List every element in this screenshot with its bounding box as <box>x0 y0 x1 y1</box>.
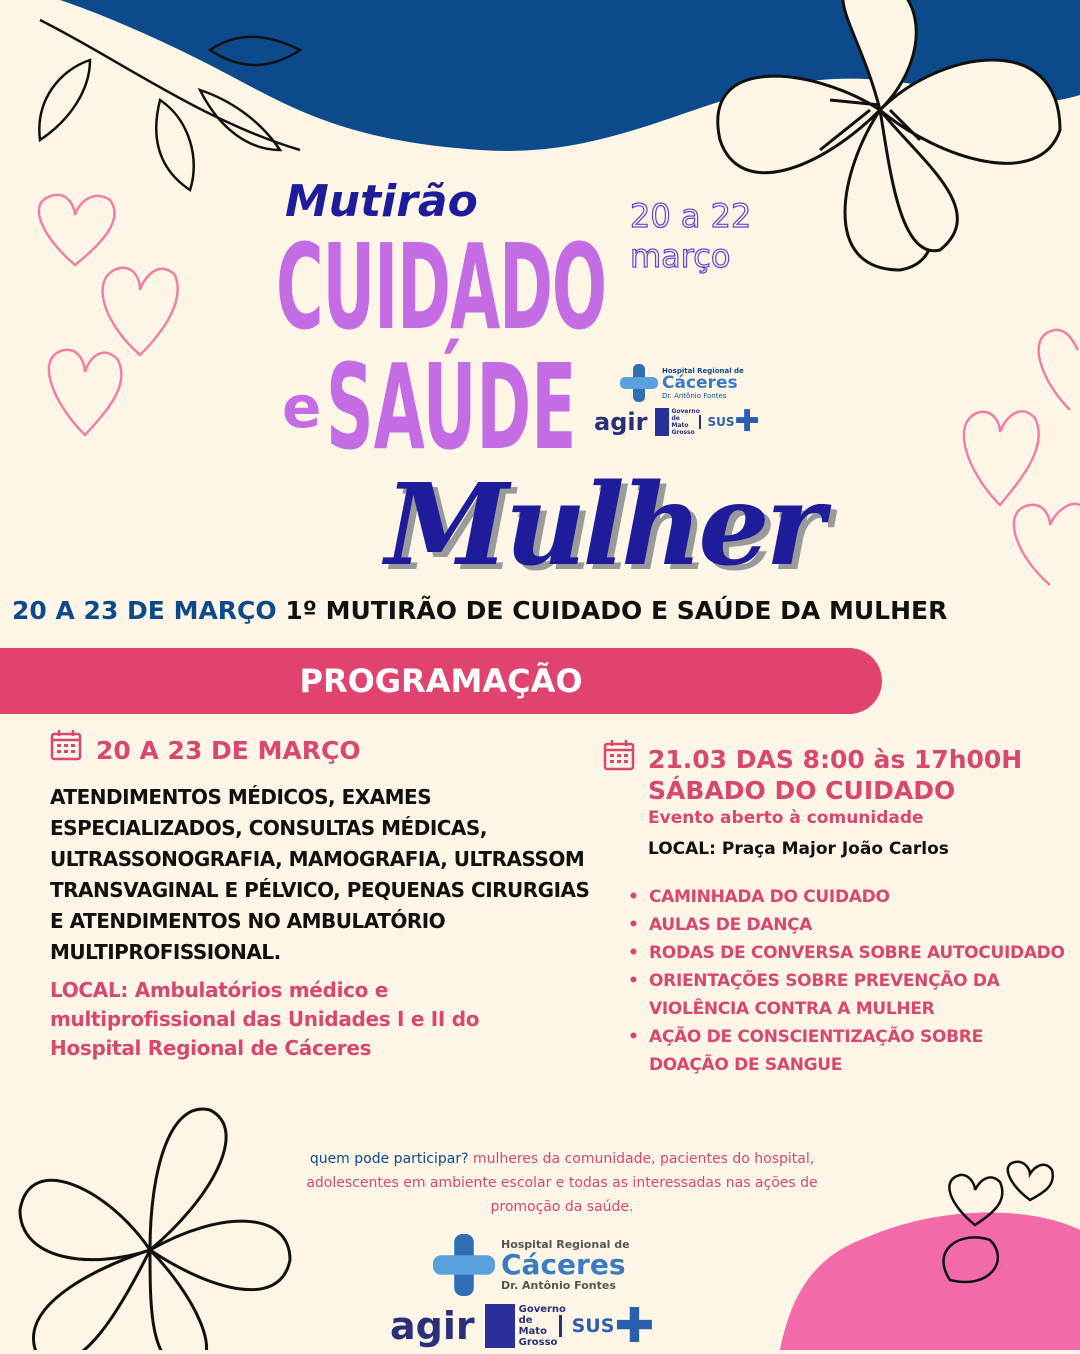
left-column <box>50 782 598 1063</box>
title-date-arc: 20 a 22 março <box>630 197 752 275</box>
title-mulher: Mulher <box>385 460 821 591</box>
title-saude: SAÚDE <box>326 338 577 476</box>
calendar-icon <box>50 729 82 761</box>
title-cuidado: CUIDADO <box>276 218 606 356</box>
hospital-logo-pretext: Hospital Regional de <box>501 1238 630 1251</box>
hospital-logo-pretext: Hospital Regional de <box>662 366 744 375</box>
headline-dates: 20 A 23 DE MARÇO <box>12 596 277 625</box>
right-location: LOCAL: Praça Major João Carlos <box>648 839 949 859</box>
left-location: LOCAL: Ambulatórios médico e multiprofissional das Unidades I e II do Hospital Regional de Cáceres <box>50 978 480 1060</box>
hospital-cross-icon <box>433 1234 495 1296</box>
hospital-logo-subtitle: Dr. Antônio Fontes <box>501 1279 616 1292</box>
right-heading <box>648 744 1022 806</box>
list-item: • RODAS DE CONVERSA SOBRE AUTOCUIDADO <box>628 939 1068 967</box>
list-item: • CAMINHADA DO CUIDADO <box>628 883 1068 911</box>
title-conjunction: e <box>282 373 322 441</box>
event-headline <box>12 596 947 625</box>
agir-logo: agir <box>594 407 648 436</box>
partner-logos-bottom <box>390 1298 655 1354</box>
hospital-logo-subtitle: Dr. Antônio Fontes <box>662 391 727 400</box>
hospital-logo-bottom <box>433 1234 630 1296</box>
right-heading-title: SÁBADO DO CUIDADO <box>648 776 956 805</box>
gov-mt-logo: Governo de Mato Grosso <box>655 408 691 436</box>
list-item: • ORIENTAÇÕES SOBRE PREVENÇÃO DA VIOLÊNCIA CONTRA A MULHER <box>628 967 1068 1023</box>
audience-answer: mulheres da comunidade, pacientes do hospital, adolescentes em ambiente escolar e todas as interessadas nas ações de promoção da saúde. <box>306 1151 818 1215</box>
hospital-logo-name: Cáceres <box>662 372 738 393</box>
program-banner <box>0 648 882 714</box>
partner-logos-top <box>594 404 760 439</box>
left-heading: 20 A 23 DE MARÇO <box>96 736 361 765</box>
program-label: PROGRAMAÇÃO <box>299 662 583 700</box>
agir-logo: agir <box>390 1304 475 1348</box>
sus-logo: SUS <box>559 1315 615 1337</box>
audience-question: quem pode participar? <box>309 1151 469 1167</box>
audience-note <box>300 1147 824 1219</box>
right-subtitle: Evento aberto à comunidade <box>648 808 924 828</box>
hospital-logo-name: Cáceres <box>501 1248 626 1281</box>
list-item: • AÇÃO DE CONSCIENTIZAÇÃO SOBRE DOAÇÃO DE SANGUE <box>628 1023 1068 1079</box>
hospital-logo-top <box>620 364 744 402</box>
sus-logo: SUS <box>699 415 734 429</box>
pink-blob-shape <box>780 1213 1080 1351</box>
title-mutirao: Mutirão <box>285 176 478 227</box>
activities-list <box>628 883 1068 1079</box>
hospital-cross-icon <box>620 364 658 402</box>
sus-cross-icon: ✚ <box>734 404 760 439</box>
gov-mt-logo: Governo de Mato Grosso <box>485 1304 549 1348</box>
right-heading-time: 21.03 DAS 8:00 às 17h00H <box>648 745 1023 774</box>
headline-text: 1º MUTIRÃO DE CUIDADO E SAÚDE DA MULHER <box>285 596 948 625</box>
list-item: • AULAS DE DANÇA <box>628 911 1068 939</box>
left-services: ATENDIMENTOS MÉDICOS, EXAMES ESPECIALIZADOS, CONSULTAS MÉDICAS, ULTRASSONOGRAFIA, MAMOGRAFIA, ULTRASSOM TRANSVAGINAL E PÉLVICO, PEQUENAS CIRURGIAS E ATENDIMENTOS NO AMBULATÓRIO MULTIPROFISSIONAL. <box>50 785 590 964</box>
calendar-icon <box>603 739 635 771</box>
sus-cross-icon: ✚ <box>614 1298 655 1354</box>
flower-bottom-left-icon <box>20 1109 290 1350</box>
